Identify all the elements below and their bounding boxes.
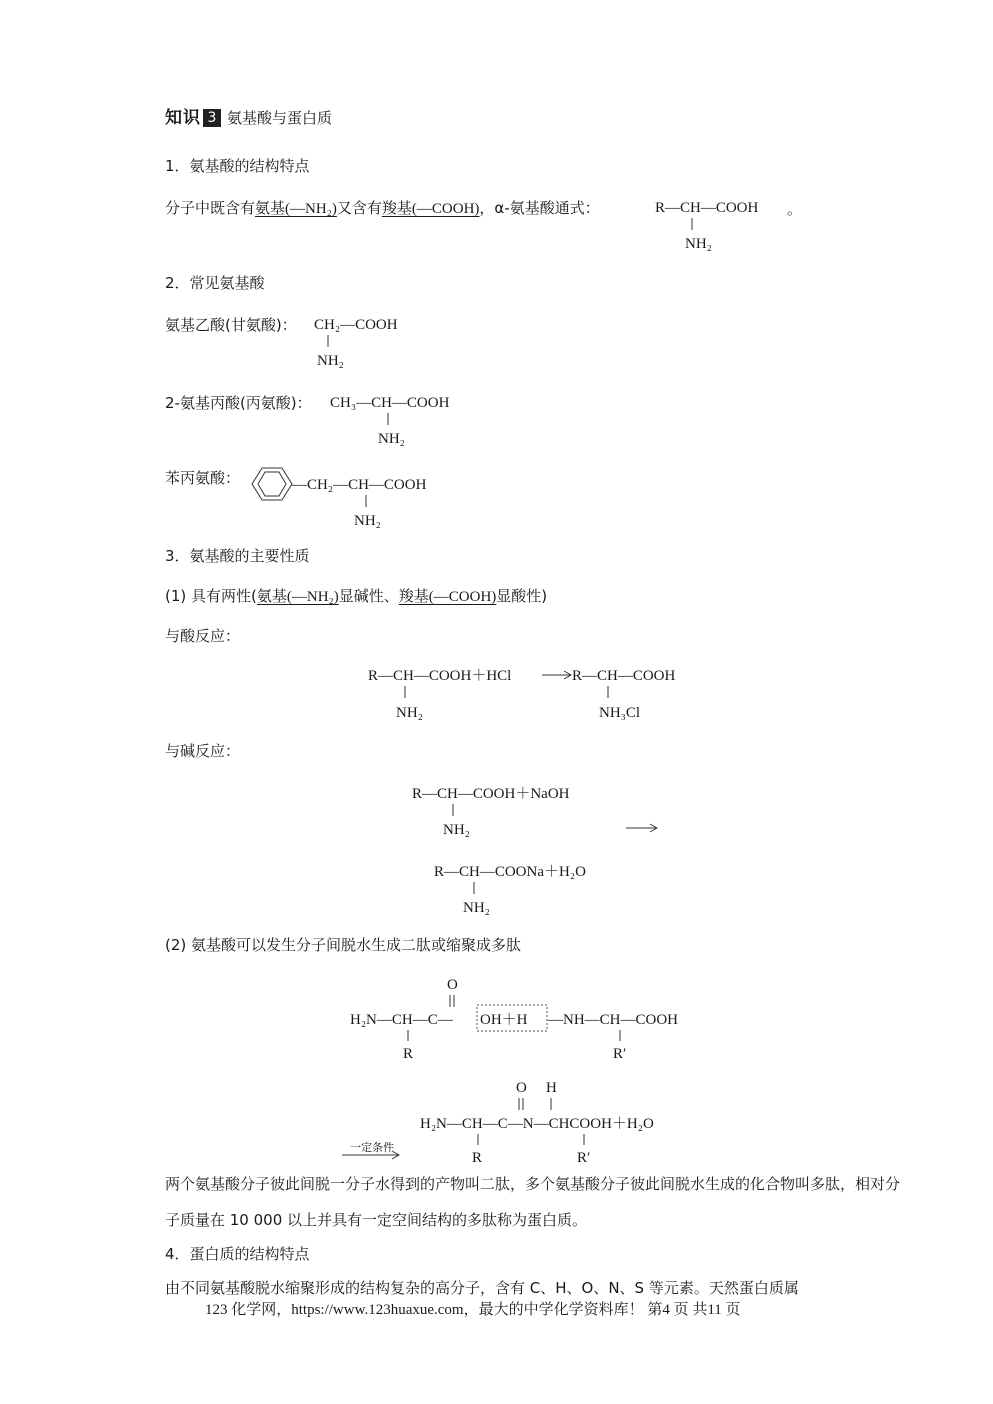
p1-text-a: (1) 具有两性(: [165, 587, 257, 605]
alanine-label: 2-氨基丙酸(丙氨酸)：: [165, 394, 312, 412]
peptide-box-text: OH＋H: [480, 1012, 528, 1028]
product-r1: R: [472, 1150, 483, 1166]
s1-carboxyl-answer: 羧基(—COOH): [381, 201, 480, 217]
peptide-reaction: [350, 975, 730, 1165]
p1-text-b: 显碱性、: [338, 587, 399, 605]
acid-left-top: R—CH—COOH＋HCl: [368, 668, 512, 684]
alanine-top: CH₃—CH—COOH: [330, 395, 450, 411]
peptide-r2: R′: [613, 1046, 627, 1062]
page-footer: 123 化学网，https://www.123huaxue.com，最大的中学化学资料库！ 第4 页 共11 页: [205, 1302, 741, 1318]
base-left-bottom: NH₂: [443, 822, 470, 838]
glycine-top: CH₂—COOH: [314, 317, 398, 333]
base-reaction-equation: [412, 782, 672, 922]
p1-amino-answer: 氨基(—NH₂): [256, 589, 339, 605]
heading-prefix: 知识: [165, 108, 201, 128]
section-heading: [165, 108, 332, 128]
formula-end: 。: [787, 202, 803, 218]
phenylalanine-label: 苯丙氨酸：: [165, 469, 241, 487]
peptide-right: —NH—CH—COOH: [548, 1012, 679, 1028]
peptide-left: H₂N—CH—C—: [350, 1012, 453, 1028]
s1-title: 1．氨基酸的结构特点: [165, 157, 310, 175]
s1-text-a: 分子中既含有: [165, 199, 256, 217]
s4-paragraph: 由不同氨基酸脱水缩聚形成的结构复杂的高分子，含有 C、H、O、N、S 等元素。天然蛋白质属: [165, 1279, 799, 1297]
product-h: H: [546, 1080, 557, 1096]
base-right-bottom: NH₂: [463, 900, 490, 916]
phenylalanine-bottom: NH₂: [354, 513, 381, 529]
base-right-top: R—CH—COONa＋H₂O: [434, 864, 586, 880]
glycine-label: 氨基乙酸(甘氨酸)：: [165, 316, 297, 334]
reaction-condition: 一定条件: [350, 1141, 394, 1154]
base-left-top: R—CH—COOH＋NaOH: [412, 786, 570, 802]
s1-amino-answer: 氨基(—NH₂): [255, 201, 337, 217]
acid-reaction-equation: [368, 664, 708, 724]
s3-title: 3．氨基酸的主要性质: [165, 547, 310, 565]
s4-title: 4．蛋白质的结构特点: [165, 1245, 310, 1263]
acid-left-bottom: NH₂: [396, 705, 423, 721]
formula-bottom: NH₂: [685, 236, 712, 252]
product-r2: R′: [577, 1150, 591, 1166]
glycine-bottom: NH₂: [317, 353, 344, 369]
peptide-r1: R: [403, 1046, 414, 1062]
alanine-bottom: NH₂: [378, 431, 405, 447]
phenylalanine-formula: [246, 462, 466, 532]
s3-paragraph: [165, 1166, 900, 1238]
alpha-amino-acid-formula: [655, 196, 805, 256]
acid-right-top: R—CH—COOH: [572, 668, 676, 684]
peptide-o: O: [447, 977, 458, 993]
s3-p2: (2) 氨基酸可以发生分子间脱水生成二肽或缩聚成多肽: [165, 936, 522, 954]
heading-title: 氨基酸与蛋白质: [227, 109, 333, 127]
p1-carboxyl-answer: 羧基(—COOH): [398, 589, 497, 605]
phenylalanine-top: —CH₂—CH—COOH: [292, 477, 427, 493]
product-main: H₂N—CH—C—N—CHCOOH＋H₂O: [420, 1116, 654, 1132]
s1-text-b: 又含有: [336, 199, 382, 217]
product-o: O: [516, 1080, 527, 1096]
s3-p1: [165, 586, 547, 607]
p1-text-c: 显酸性): [496, 587, 548, 605]
heading-number-badge: 3: [203, 109, 221, 127]
glycine-formula: [314, 313, 434, 373]
s3-paragraph-text: 两个氨基酸分子彼此间脱一分子水得到的产物叫二肽，多个氨基酸分子彼此间脱水生成的化合物叫多肽，相对分子质量在 10 000 以上并具有一定空间结构的多肽称为蛋白质。: [165, 1175, 901, 1229]
alanine-formula: [330, 391, 490, 451]
acid-right-bottom: NH₃Cl: [599, 705, 641, 721]
s1-line: [165, 198, 600, 219]
acid-reaction-label: 与酸反应：: [165, 627, 241, 645]
s2-title: 2．常见氨基酸: [165, 274, 265, 292]
formula-top: R—CH—COOH: [655, 200, 759, 216]
base-reaction-label: 与碱反应：: [165, 742, 241, 760]
s1-text-c: ，α-氨基酸通式：: [479, 199, 600, 217]
